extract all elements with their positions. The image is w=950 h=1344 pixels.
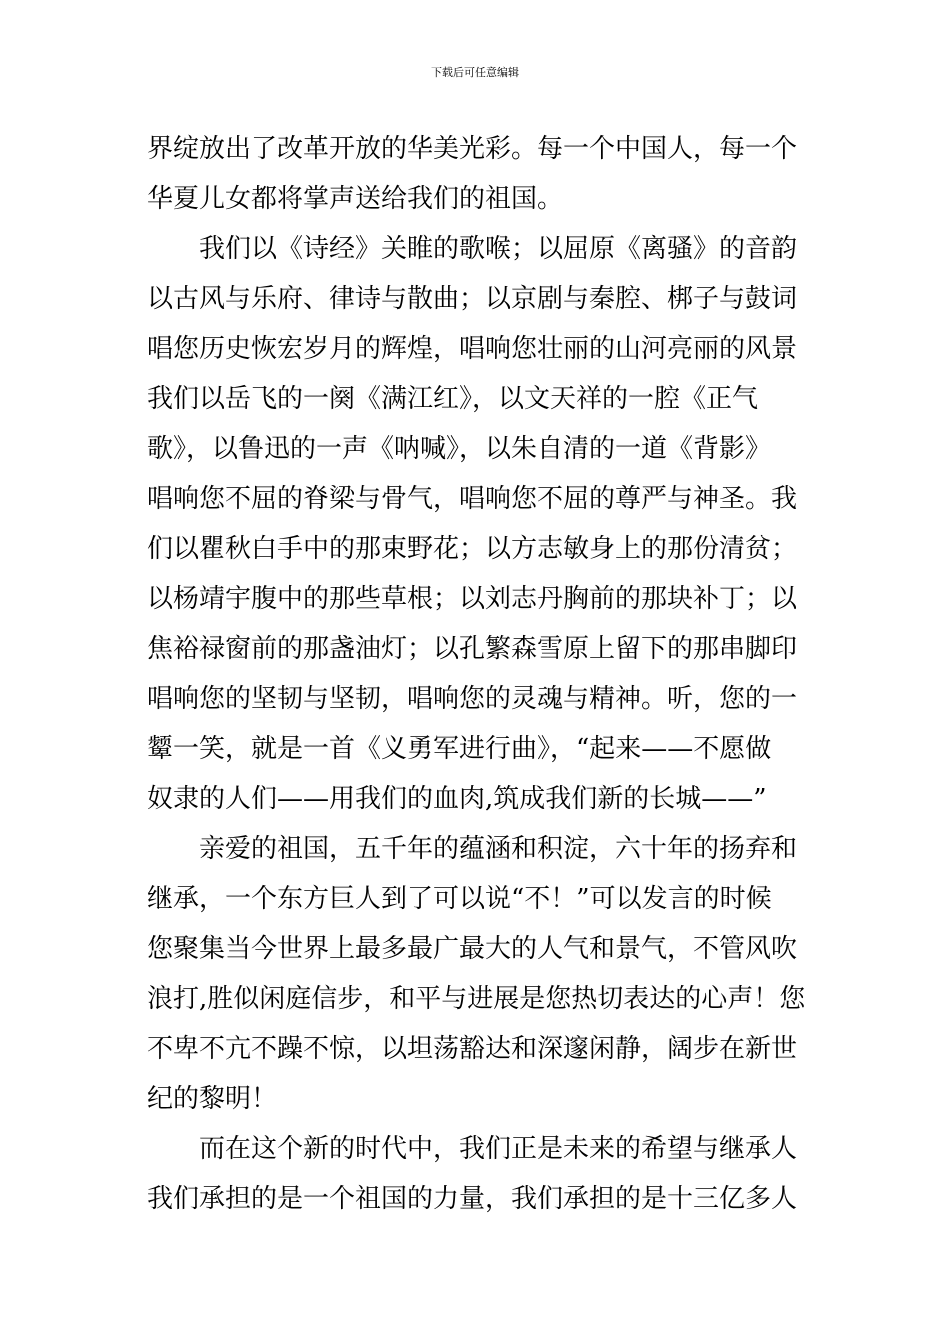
text-line: 唱响您的坚韧与坚韧，唱响您的灵魂与精神。听，您的一 (147, 684, 798, 714)
text-line: 我们以《诗经》关睢的歌喉；以屈原《离骚》的音韵 (147, 234, 798, 264)
text-line: 继承，一个东方巨人到了可以说“不！”可以发言的时候 (147, 884, 772, 914)
text-line: 我们以岳飞的一阕《满江红》，以文天祥的一腔《正气 (147, 384, 759, 414)
document-body (147, 124, 807, 1224)
text-line: 我们承担的是一个祖国的力量，我们承担的是十三亿多人 (147, 1184, 798, 1214)
text-line: 华夏儿女都将掌声送给我们的祖国。 (147, 184, 564, 214)
text-line: 亲爱的祖国，五千年的蕴涵和积淀，六十年的扬弃和 (147, 834, 798, 864)
text-line: 以杨靖宇腹中的那些草根；以刘志丹胸前的那块补丁；以 (147, 584, 798, 614)
text-line: 而在这个新的时代中，我们正是未来的希望与继承人 (147, 1134, 798, 1164)
text-line: 以古风与乐府、律诗与散曲；以京剧与秦腔、梆子与鼓词 (147, 284, 798, 314)
text-line: 浪打,胜似闲庭信步，和平与进展是您热切表达的心声！您 (147, 984, 806, 1014)
text-line: 颦一笑，就是一首《义勇军进行曲》，“起来——不愿做 (147, 734, 772, 764)
text-line: 唱响您不屈的脊梁与骨气，唱响您不屈的尊严与神圣。我 (147, 484, 798, 514)
text-line: 奴隶的人们——用我们的血肉,筑成我们新的长城——” (147, 784, 767, 814)
text-line: 焦裕禄窗前的那盏油灯；以孔繁森雪原上留下的那串脚印 (147, 634, 798, 664)
text-line: 纪的黎明！ (147, 1084, 278, 1114)
page-header: 下载后可任意编辑 (431, 66, 519, 79)
text-line: 您聚集当今世界上最多最广最大的人气和景气，不管风吹 (147, 934, 798, 964)
text-line: 歌》，以鲁迅的一声《呐喊》，以朱自清的一道《背影》 (147, 434, 772, 464)
text-line: 不卑不亢不躁不惊，以坦荡豁达和深邃闲静，阔步在新世 (147, 1034, 798, 1064)
text-line: 唱您历史恢宏岁月的辉煌，唱响您壮丽的山河亮丽的风景 (147, 334, 798, 364)
text-line: 们以瞿秋白手中的那束野花；以方志敏身上的那份清贫； (147, 534, 798, 564)
text-line: 界绽放出了改革开放的华美光彩。每一个中国人，每一个 (147, 134, 798, 164)
